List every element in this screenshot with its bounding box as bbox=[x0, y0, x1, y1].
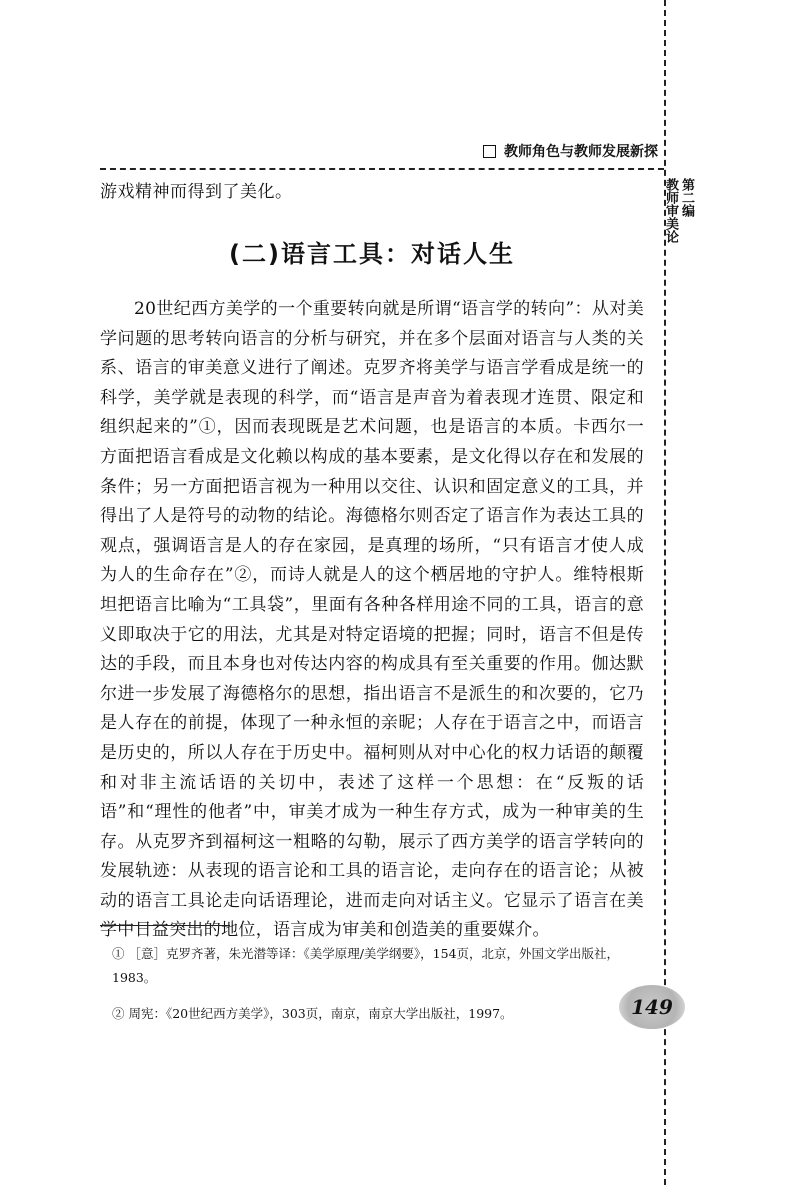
main-content bbox=[100, 178, 644, 946]
side-topic-label: 教师审美论 bbox=[663, 178, 678, 243]
running-header bbox=[420, 140, 658, 162]
side-section-label bbox=[663, 178, 694, 243]
header-title: 教师角色与教师发展新探 bbox=[504, 144, 658, 160]
footnote-1: ① ［意］克罗齐著，朱光潜等译：《美学原理/美学纲要》，154页，北京，外国文学出版社，1983。 bbox=[112, 946, 620, 985]
page-number: 149 bbox=[631, 995, 673, 1019]
page-number-badge bbox=[619, 985, 685, 1029]
section-title: (二)语言工具：对话人生 bbox=[229, 240, 515, 268]
footnotes bbox=[112, 942, 644, 1030]
header-dashed-rule bbox=[100, 168, 664, 170]
side-part-label: 第二编 bbox=[679, 178, 694, 217]
lead-paragraph: 游戏精神而得到了美化。 bbox=[100, 182, 293, 202]
footnote-2: ② 周宪：《20世纪西方美学》，303页，南京，南京大学出版社，1997。 bbox=[112, 1006, 513, 1021]
header-box-icon bbox=[483, 145, 496, 158]
footnote-rule bbox=[100, 925, 230, 926]
body-paragraph: 20世纪西方美学的一个重要转向就是所谓“语言学的转向”：从对美学问题的思考转向语言的分析与研究，并在多个层面对语言与人类的关系、语言的审美意义进行了阐述。克罗齐将美学与语言学看成是统一的科学，美学就是表现的科学，而“语言是声音为着表现才连贯、限定和组织起来的”①，因而表现既是艺术问题，也是语言的本质。卡西尔一方面把语言看成是文化赖以构成的基本要素，是文化得以存在和发展的条件；另一方面把语言视为一种用以交往、认识和固定意义的工具，并得出了人是符号的动物的结论。海德格尔则否定了语言作为表达工具的观点，强调语言是人的存在家园，是真理的场所，“只有语言才使人成为人的生命存在”②，而诗人就是人的这个栖居地的守护人。维特根斯坦把语言比喻为“工具袋”，里面有各种各样用途不同的工具，语言的意义即取决于它的用法，尤其是对特定语境的把握；同时，语言不但是传达的手段，而且本身也对传达内容的构成具有至关重要的作用。伽达默尔进一步发展了海德格尔的思想，指出语言不是派生的和次要的，它乃是人存在的前提，体现了一种永恒的亲昵；人存在于语言之中，而语言是历史的，所以人存在于历史中。福柯则从对中心化的权力话语的颠覆和对非主流话语的关切中，表述了这样一个思想：在“反叛的话语”和“理性的他者”中，审美才成为一种生存方式，成为一种审美的生存。从克罗齐到福柯这一粗略的勾勒，展示了西方美学的语言学转向的发展轨迹：从表现的语言论和工具的语言论，走向存在的语言论；从被动的语言工具论走向话语理论，进而走向对话主义。它显示了语言在美学中日益突出的地位，语言成为审美和创造美的重要媒介。 bbox=[100, 299, 644, 941]
